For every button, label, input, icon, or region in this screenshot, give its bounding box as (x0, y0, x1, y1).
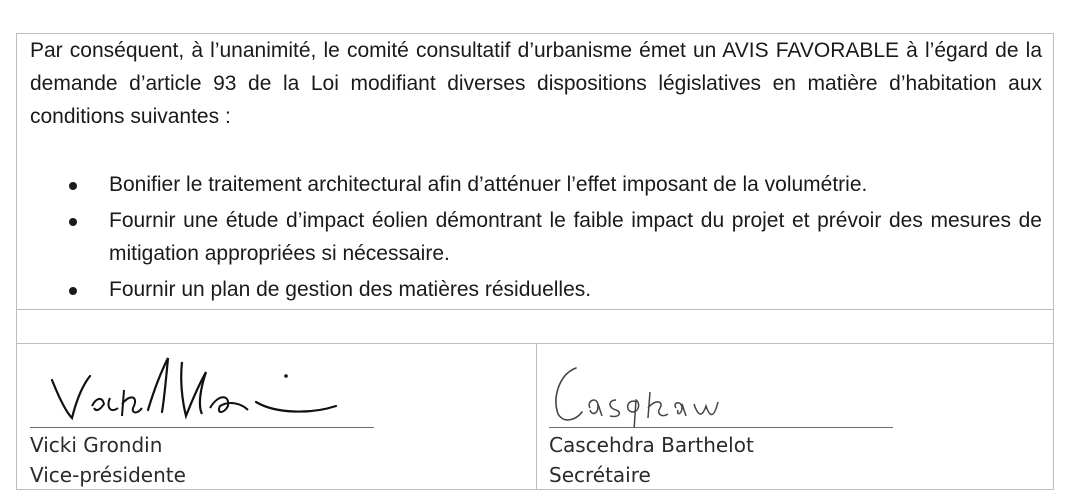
signatory-name: Cascehdra Barthelot (549, 433, 754, 457)
signature-secretary (546, 358, 746, 428)
list-item (30, 168, 1042, 201)
signature-line (30, 427, 374, 428)
decision-paragraph: Par conséquent, à l’unanimité, le comité consultatif d’urbanisme émet un AVIS FAVORABLE à l’égard de la demande d’article 93 de la Loi modifiant diverses dispositions législatives en matière d’habitation aux conditions suivantes : (30, 39, 1042, 128)
condition-text: Fournir une étude d’impact éolien démontrant le faible impact du projet et prévoir des mesures de mitigation appropriées si nécessaire. (109, 209, 1042, 265)
signature-line (549, 427, 893, 428)
condition-text: Bonifier le traitement architectural afin d’atténuer l’effet imposant de la volumétrie. (109, 173, 868, 196)
bullet-icon (69, 182, 77, 190)
signatory-secretary (549, 430, 754, 490)
condition-text: Fournir un plan de gestion des matières résiduelles. (109, 278, 592, 301)
list-item (30, 204, 1042, 270)
signatory-name: Vicki Grondin (30, 433, 163, 457)
conditions-list (30, 168, 1042, 309)
bullet-icon (69, 218, 77, 226)
bullet-icon (69, 287, 77, 295)
column-divider (536, 343, 537, 490)
signatory-title: Vice-présidente (30, 463, 186, 487)
signature-vice-president (30, 350, 350, 430)
signatory-vice-president (30, 430, 186, 490)
list-item (30, 273, 1042, 306)
table-divider (16, 343, 1054, 344)
signatory-title: Secrétaire (549, 463, 651, 487)
table-divider (16, 309, 1054, 310)
